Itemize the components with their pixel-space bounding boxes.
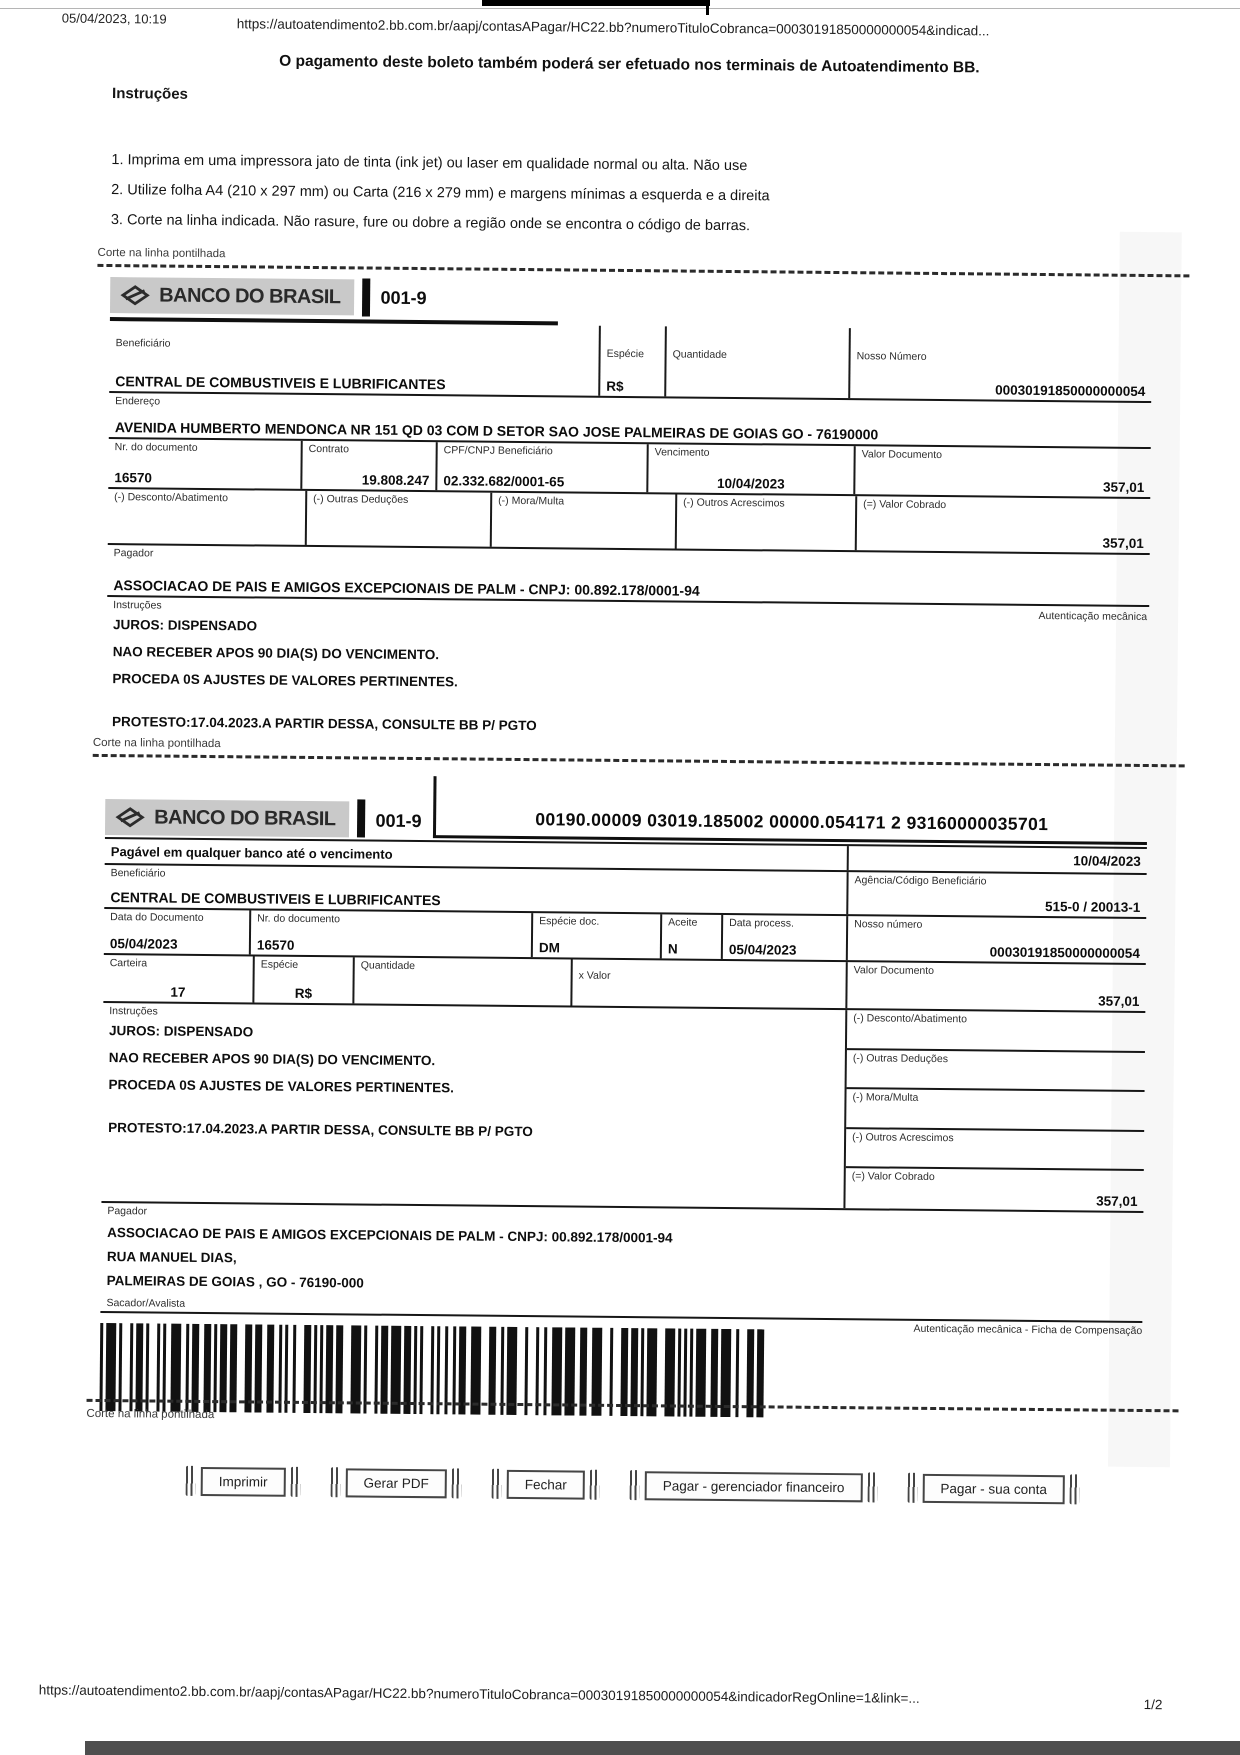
beneficiario-value: CENTRAL DE COMBUSTIVEIS E LUBRIFICANTES xyxy=(110,889,441,909)
bank-name: BANCO DO BRASIL xyxy=(159,284,341,308)
beneficiario-value: CENTRAL DE COMBUSTIVEIS E LUBRIFICANTES xyxy=(115,373,446,393)
nosso-numero-label: Nosso Número xyxy=(856,350,927,363)
aceite-label: Aceite xyxy=(668,916,698,929)
data-process-label: Data process. xyxy=(729,917,794,930)
vencimento-label: Vencimento xyxy=(654,446,710,459)
cpf-cnpj-label: CPF/CNPJ Beneficiário xyxy=(443,444,553,458)
instrucoes-cell xyxy=(101,1003,845,1208)
fechar-button-wrap xyxy=(492,1469,600,1500)
cut-line-label: Corte na linha pontilhada xyxy=(92,736,221,751)
desconto-box xyxy=(847,1010,1145,1052)
instrucao-line: NAO RECEBER APOS 90 DIA(S) DO VENCIMENTO. xyxy=(108,1050,436,1069)
pagar-gerenciador-financeiro-button[interactable]: Pagar - gerenciador financeiro xyxy=(645,1471,863,1502)
pagador-label: Pagador xyxy=(113,547,154,560)
nr-documento-value: 16570 xyxy=(114,470,153,486)
action-buttons-row xyxy=(186,1466,1080,1505)
desconto-label: (-) Desconto/Abatimento xyxy=(853,1012,968,1026)
scan-artifact-mark xyxy=(590,1470,600,1500)
pagavel-label: Pagável em qualquer banco até o vencimento xyxy=(110,843,393,862)
scan-artifact-mark xyxy=(492,1469,502,1499)
quantidade-label: Quantidade xyxy=(360,959,416,972)
valor-documento-label: Valor Documento xyxy=(853,964,935,977)
pagador-label: Pagador xyxy=(107,1205,148,1218)
nr-documento-label: Nr. do documento xyxy=(257,912,341,926)
protesto-line: PROTESTO:17.04.2023.A PARTIR DESSA, CONSULTE BB P/ PGTO xyxy=(111,714,537,734)
data-process-value: 05/04/2023 xyxy=(728,942,797,958)
payment-notice: O pagamento deste boleto também poderá ser efetuado nos terminais de Autoatendimento BB. xyxy=(279,52,980,77)
bank-code-divider xyxy=(362,278,370,316)
imprimir-button[interactable]: Imprimir xyxy=(201,1466,286,1496)
valor-cobrado-value: 357,01 xyxy=(1096,1193,1138,1209)
pagador-row xyxy=(100,1203,1143,1323)
mora-multa-label: (-) Mora/Multa xyxy=(498,494,565,508)
scan-artifact-mark xyxy=(630,1470,640,1500)
instruction-item: 1. Imprima em uma impressora jato de tinta (ink jet) ou laser em qualidade normal ou alta. Não use xyxy=(111,152,748,175)
banco-do-brasil-logo xyxy=(110,277,355,315)
instrucoes-label: Instruções xyxy=(113,599,162,612)
gerar-pdf-button[interactable]: Gerar PDF xyxy=(345,1468,447,1498)
quantidade-label: Quantidade xyxy=(672,348,727,361)
bank-header-row xyxy=(105,773,1148,847)
instruction-item: 2. Utilize folha A4 (210 x 297 mm) ou Carta (216 x 279 mm) e margens mínimas a esquerda e a direita xyxy=(111,182,770,205)
mora-multa-box xyxy=(846,1089,1144,1131)
valores-stack xyxy=(843,1010,1145,1211)
pagar-sua-conta-button-wrap xyxy=(907,1473,1080,1505)
especie-value: R$ xyxy=(606,378,624,394)
scan-artifact-mark xyxy=(330,1467,340,1497)
nosso-numero-value: 00030191850000000054 xyxy=(995,382,1146,399)
instrucao-line: PROCEDA 0S AJUSTES DE VALORES PERTINENTES. xyxy=(112,671,458,690)
nr-documento-label: Nr. do documento xyxy=(114,441,198,454)
page-number: 1/2 xyxy=(1143,1697,1163,1713)
outras-deducoes-box xyxy=(847,1050,1145,1092)
valor-cobrado-box xyxy=(845,1169,1143,1211)
desconto-label: (-) Desconto/Abatimento xyxy=(114,491,229,505)
endereco-value: AVENIDA HUMBERTO MENDONCA NR 151 QD 03 COM D SETOR SAO JOSE PALMEIRAS DE GOIAS GO - 76190000 xyxy=(114,419,879,443)
beneficiario-label: Beneficiário xyxy=(110,867,166,880)
outros-acrescimos-label: (-) Outros Acrescimos xyxy=(683,496,785,510)
pagador-value: ASSOCIACAO DE PAIS E AMIGOS EXCEPCIONAIS DE PALM - CNPJ: 00.892.178/0001-94 xyxy=(113,577,700,599)
scan-artifact-mark xyxy=(290,1467,300,1497)
instrucoes-section xyxy=(101,1003,1145,1213)
instrucao-line: JUROS: DISPENSADO xyxy=(112,617,258,634)
especie-value: R$ xyxy=(294,985,313,1002)
instrucao-line: JUROS: DISPENSADO xyxy=(109,1023,254,1040)
pagador-line: RUA MANUEL DIAS, xyxy=(106,1249,237,1266)
instrucoes-section xyxy=(106,597,1149,747)
autenticacao-mecanica-label: Autenticação mecânica xyxy=(1038,609,1148,624)
nosso-numero-label: Nosso número xyxy=(854,918,923,931)
scan-artifact-mark xyxy=(452,1468,462,1498)
instruction-item: 3. Corte na linha indicada. Não rasure, fure ou dobre a região onde se encontra o código de barras. xyxy=(110,212,751,235)
data-documento-label: Data do Documento xyxy=(110,911,204,924)
bank-code-divider xyxy=(357,799,365,837)
dashed-cut-line xyxy=(93,754,1185,767)
quantidade-value xyxy=(672,394,842,396)
contrato-value: 19.808.247 xyxy=(361,472,430,489)
especie-doc-label: Espécie doc. xyxy=(539,915,600,928)
carteira-label: Carteira xyxy=(109,957,148,970)
cut-line-1 xyxy=(97,243,1189,277)
beneficiario-row xyxy=(109,321,1152,403)
agencia-codigo-label: Agência/Código Beneficiário xyxy=(854,874,987,888)
print-header-url: https://autoatendimento2.bb.com.br/aapj/contasAPagar/HC22.bb?numeroTituloCobranca=00030191850000000054&indicad... xyxy=(236,16,990,39)
cut-line-label: Corte na linha pontilhada xyxy=(97,246,226,261)
scan-artifact-mark xyxy=(907,1473,917,1503)
linha-digitavel: 00190.00009 03019.185002 00000.054171 2 93160000035701 xyxy=(535,809,1049,835)
scan-edge-bar xyxy=(85,1741,1240,1755)
print-datetime: 05/04/2023, 10:19 xyxy=(61,10,167,27)
nr-documento-value: 16570 xyxy=(256,937,295,953)
scan-artifact-mark xyxy=(1070,1474,1080,1504)
valor-documento-label: Valor Documento xyxy=(861,448,943,462)
mora-multa-label: (-) Mora/Multa xyxy=(852,1091,919,1105)
outros-acrescimos-box xyxy=(846,1129,1144,1171)
outras-deducoes-label: (-) Outras Deduções xyxy=(852,1051,949,1065)
especie-label: Espécie xyxy=(260,958,299,971)
valor-cobrado-label: (=) Valor Cobrado xyxy=(863,498,947,512)
bb-flag-icon xyxy=(120,283,150,307)
dashed-cut-line xyxy=(97,264,1189,277)
gerar-pdf-button-wrap xyxy=(330,1467,462,1498)
bank-code: 001-9 xyxy=(375,810,422,832)
agencia-codigo-value: 515-0 / 20013-1 xyxy=(1044,899,1141,915)
endereco-label: Endereço xyxy=(115,395,161,408)
pagar-sua-conta-button[interactable]: Pagar - sua conta xyxy=(922,1473,1065,1503)
bank-name: BANCO DO BRASIL xyxy=(154,805,336,830)
pagador-line: PALMEIRAS DE GOIAS , GO - 76190-000 xyxy=(106,1273,364,1291)
instrucoes-cell xyxy=(106,597,849,744)
instrucao-line: PROCEDA 0S AJUSTES DE VALORES PERTINENTES. xyxy=(108,1077,454,1096)
instrucao-line: NAO RECEBER APOS 90 DIA(S) DO VENCIMENTO. xyxy=(112,644,440,663)
bank-header-row xyxy=(110,275,1152,325)
beneficiario-label: Beneficiário xyxy=(115,337,171,350)
fechar-button[interactable]: Fechar xyxy=(507,1469,585,1499)
data-documento-value: 05/04/2023 xyxy=(109,936,178,952)
outras-deducoes-label: (-) Outras Deduções xyxy=(313,492,409,506)
valor-cobrado-label: (=) Valor Cobrado xyxy=(851,1170,935,1184)
valor-cobrado-value: 357,01 xyxy=(1102,535,1144,551)
sacador-avalista-label: Sacador/Avalista xyxy=(106,1297,186,1310)
autenticacao-ficha-label: Autenticação mecânica - Ficha de Compensação xyxy=(913,1322,1143,1337)
x-valor-label: x Valor xyxy=(578,969,611,982)
instrucoes-label: Instruções xyxy=(109,1005,158,1018)
bb-flag-icon xyxy=(115,805,145,829)
nosso-numero-value: 00030191850000000054 xyxy=(989,944,1140,961)
scan-artifact-mark xyxy=(867,1472,877,1502)
bank-code: 001-9 xyxy=(380,287,427,308)
print-footer-url: https://autoatendimento2.bb.com.br/aapj/contasAPagar/HC22.bb?numeroTituloCobranca=00030191850000000054&indicadorRegOnline=1&link=... xyxy=(38,1682,920,1706)
pagar-gerenciador-button-wrap xyxy=(630,1470,878,1502)
imprimir-button-wrap xyxy=(186,1466,301,1497)
carteira-value: 17 xyxy=(170,984,186,1000)
cpf-cnpj-value: 02.332.682/0001-65 xyxy=(443,473,565,490)
contrato-label: Contrato xyxy=(308,442,350,456)
outros-acrescimos-label: (-) Outros Acrescimos xyxy=(852,1131,954,1145)
scan-artifact-mark xyxy=(186,1466,196,1496)
instructions-title: Instruções xyxy=(112,85,189,103)
deducoes-row xyxy=(108,489,1150,555)
pagador-line: ASSOCIACAO DE PAIS E AMIGOS EXCEPCIONAIS DE PALM - CNPJ: 00.892.178/0001-94 xyxy=(107,1225,673,1246)
especie-label: Espécie xyxy=(606,347,645,361)
banco-do-brasil-logo xyxy=(105,799,350,837)
linha-digitavel-box xyxy=(433,776,1147,845)
vencimento-value: 10/04/2023 xyxy=(1073,852,1141,869)
vencimento-value: 10/04/2023 xyxy=(717,475,785,492)
boleto-recibo xyxy=(106,275,1152,747)
instructions-list xyxy=(111,145,770,241)
protesto-line: PROTESTO:17.04.2023.A PARTIR DESSA, CONSULTE BB P/ PGTO xyxy=(108,1120,533,1140)
valor-documento-value: 357,01 xyxy=(1102,479,1145,495)
boleto-ficha-compensacao xyxy=(99,773,1147,1427)
especie-doc-value: DM xyxy=(538,940,560,956)
valor-documento-value: 357,01 xyxy=(1098,993,1140,1009)
cut-line-label: Corte na linha pontilhada xyxy=(86,1407,215,1422)
aceite-value: N xyxy=(667,941,678,957)
